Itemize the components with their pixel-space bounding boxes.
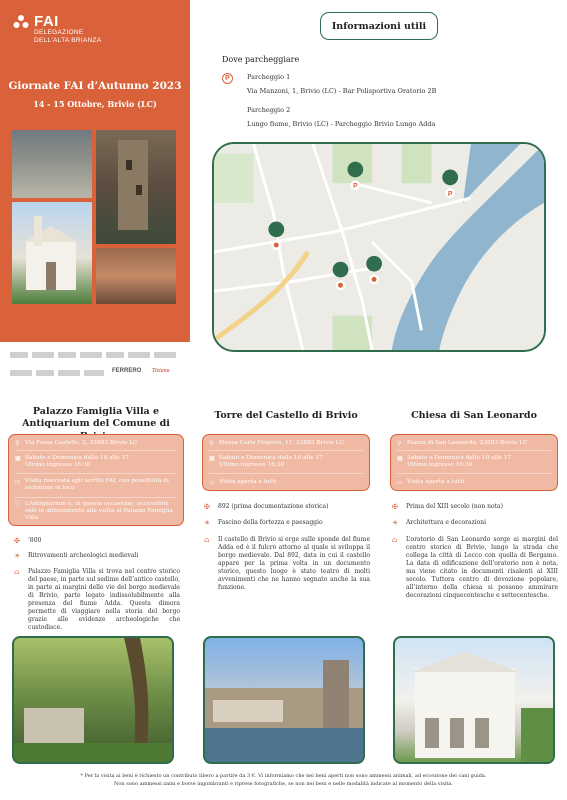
site-title: Chiesa di San Leonardo <box>411 410 537 421</box>
site-last-entry: Ultimo ingresso 16:30 <box>407 462 473 468</box>
site-info-box <box>390 434 558 491</box>
event-date: 14 - 15 Ottobre, Brivio (LC) <box>33 99 157 109</box>
event-title: Giornate FAI d’Autunno 2023 <box>8 80 182 92</box>
site-title: Torre del Castello di Brivio <box>214 410 358 421</box>
site-note: L’Antiquarium è, in questa occasione, accessibile solo in abbinamento alla visita al Palazzo Famiglia Villa <box>25 501 173 521</box>
sponsor-ferrero: FERRERO <box>112 368 142 374</box>
photo-san-leonardo <box>393 636 555 764</box>
parking-icon: P <box>222 73 233 84</box>
calendar-icon: ▦ <box>15 455 21 462</box>
site-feature: Ritrovamenti archeologici medievali <box>28 552 139 559</box>
site-address: Via Fossa Castello, 2, 23883 Brivio LC <box>25 440 138 446</box>
column-icon: ⌂ <box>14 568 20 576</box>
site-description: Il castello di Brivio si erge sulle sponde del fiume Adda ed è il fulcro attorno al quale si sviluppa il borgo medievale. Dal 892, data in cui il castello appare per la prima volta in un documento storico, questo luogo è stato teatro di molti avvenimenti che ne hanno segnato anche la sua funzione. <box>218 536 370 591</box>
ticket-icon: ▭ <box>15 478 21 485</box>
photo-palazzo-garden <box>12 636 174 764</box>
location-icon: ⚲ <box>209 440 214 447</box>
site-info-box <box>8 434 184 526</box>
org-sub1: DELEGAZIONE <box>34 29 84 36</box>
century-icon: ✠ <box>204 503 210 511</box>
site-last-entry: Ultimo ingresso 16:30 <box>25 462 91 468</box>
event-panel <box>0 0 190 342</box>
parking-address: Via Manzoni, 1, Brivio (LC) - Bar Polisportiva Oratorio 2B <box>247 87 437 95</box>
sun-icon: ☀ <box>14 552 21 560</box>
photo-torre-castello <box>203 636 365 764</box>
parking-heading: Dove parcheggiare <box>222 55 300 64</box>
site-title-line2: Antiquarium del Comune di <box>22 418 170 429</box>
footnote <box>0 773 567 788</box>
site-description: L’oratorio di San Leonardo sorge ai margini del centro storico di Brivio, lungo la strada che collega la città di Lecco con quella di Bergamo. La data di edificazione dell’oratorio non è nota, ma viene citato in documenti risalenti al XIII secolo. Tuttora centro di devozione popolare, all’interno della chiesa si possono ammirare decorazioni cinquecentesche e settecentesche. <box>406 536 558 599</box>
ticket-icon: ▭ <box>397 479 403 486</box>
site-info-box <box>202 434 370 491</box>
sun-icon: ☀ <box>204 519 211 527</box>
century-icon: ✠ <box>392 503 398 511</box>
site-feature: Fascino della fortezza e paesaggio <box>218 519 323 526</box>
svg-text:P: P <box>447 191 453 198</box>
column-icon: ⌂ <box>204 536 210 544</box>
site-address: Piazza di San Leonardo, 23883 Brivio LC <box>407 440 528 446</box>
site-title: Palazzo Famiglia Villa e <box>32 406 160 417</box>
parking-address: Lungo fiume, Brivio (LC) - Parcheggio Brivio Lungo Adda <box>247 120 436 128</box>
sun-icon: ☀ <box>392 519 399 527</box>
site-access: Visita riservata agli iscritti FAI, con possibilità di iscrizione in loco <box>25 478 169 491</box>
site-feature: Architettura e decorazioni <box>406 519 487 526</box>
calendar-icon: ▦ <box>397 455 403 462</box>
site-last-entry: Ultimo ingresso 16:30 <box>219 462 285 468</box>
column-icon: ⌂ <box>392 536 398 544</box>
site-access: Visita aperta a tutti <box>407 479 465 485</box>
site-access: Visita aperta a tutti <box>219 479 277 485</box>
sponsor-tiziana: Tiziana <box>152 368 170 374</box>
fai-logo <box>12 14 102 45</box>
location-icon: ⚲ <box>15 440 20 447</box>
parking-name: Parcheggio 1 <box>247 73 291 81</box>
sponsor-logos <box>0 342 190 392</box>
site-hours: Sabato e Domenica dalle 10 alle 17 <box>219 455 323 461</box>
calendar-icon: ▦ <box>209 455 215 462</box>
location-icon: ⚲ <box>397 440 402 447</box>
svg-text:P: P <box>352 183 358 191</box>
site-description: Palazzo Famiglia Villa si trova nel centro storico del paese, in parte sul sedime dell’antico castello, in parte ai margini delle vie del borgo medievale di Brivio, parte legato indissolubilmente alla presenza del fiume Adda. Questa dimora permette di viaggiare nella storia del borgo grazie alle evidenze archeologiche che custodisce. <box>28 568 180 631</box>
footnote-line2: Non sono ammessi zaini e borse ingombranti e riprese fotografiche, se non nei beni e nelle modalità indicate al momento della visita. <box>114 780 453 787</box>
site-century: Prima del XIII secolo (non nota) <box>406 503 503 510</box>
site-century: 892 (prima documentazione storica) <box>218 503 329 510</box>
photo-church <box>12 202 92 304</box>
org-sub2: DELL'ALTA BRIANZA <box>34 37 102 44</box>
photo-archaeology <box>96 248 176 304</box>
photo-lake-view <box>12 130 92 198</box>
parking-name: Parcheggio 2 <box>247 106 291 114</box>
site-century: ’800 <box>28 537 42 544</box>
century-icon: ✠ <box>14 537 20 545</box>
fai-logo-icon <box>12 14 30 32</box>
info-icon: ⓘ <box>15 501 22 508</box>
site-hours: Sabato e Domenica dalle 10 alle 17 <box>25 455 129 461</box>
location-map[interactable] <box>212 142 546 352</box>
org-name: FAI <box>34 13 59 30</box>
photo-castle-tower <box>96 130 176 244</box>
site-hours: Sabato e Domenica dalle 10 alle 17 <box>407 455 511 461</box>
footnote-line1: * Per la visita ai beni è richiesto un contributo libero a partire da 3 €. Vi informiamo che nei beni aperti non sono ammessi animali, ad eccezione dei cani guida. <box>80 773 487 779</box>
ticket-icon: ▭ <box>209 479 215 486</box>
site-address: Piazza Carlo Frigerio, 11, 23883 Brivio LC <box>219 440 345 446</box>
info-title: Informazioni utili <box>320 12 438 40</box>
